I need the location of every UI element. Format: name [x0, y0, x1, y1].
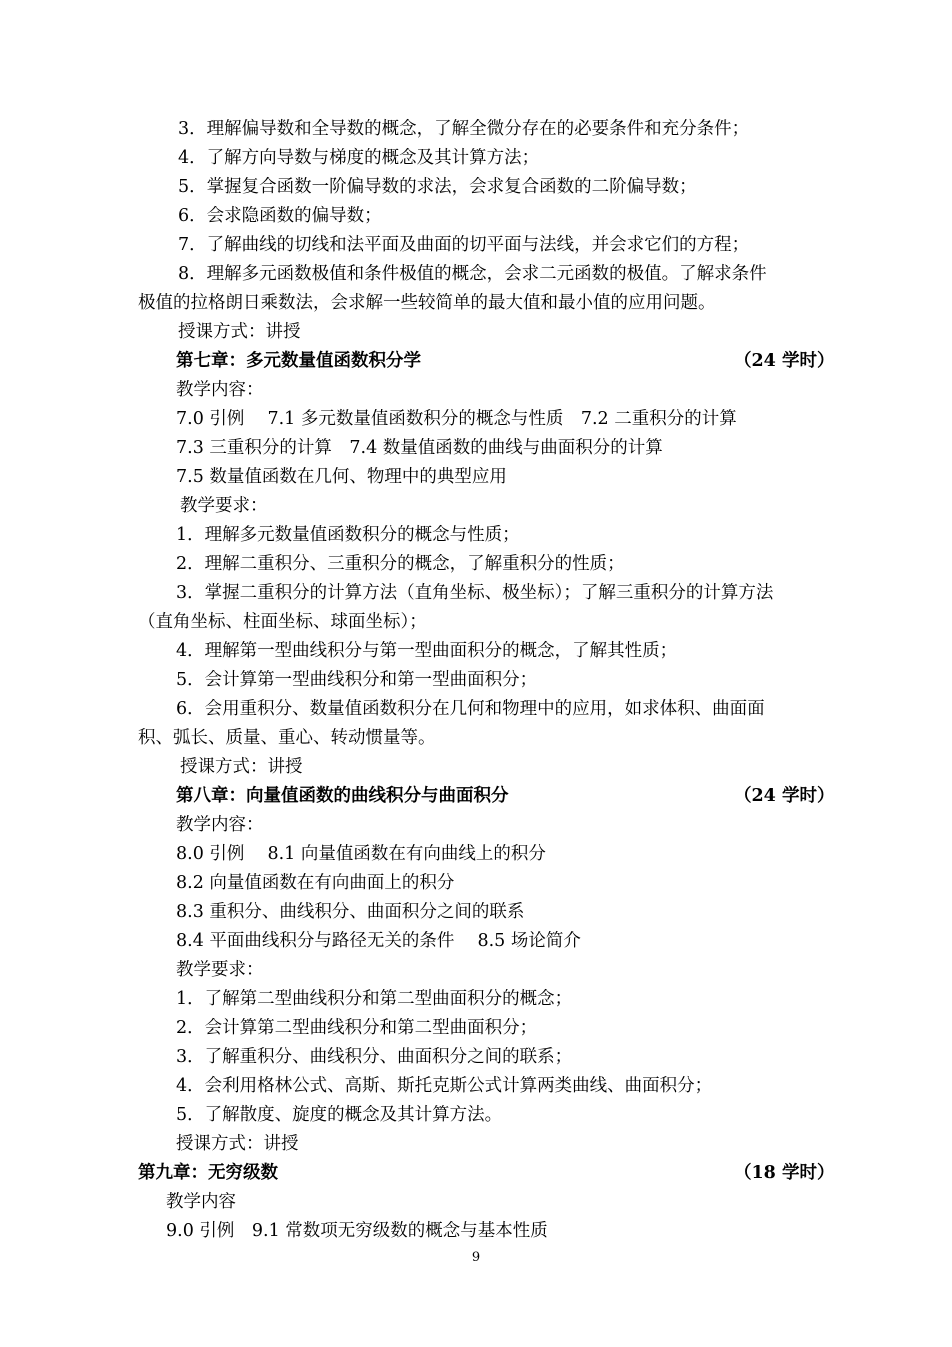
chapter7-hours: （24 学时） [734, 351, 835, 371]
teaching-method: 授课方式：讲授 [178, 322, 301, 342]
chapter7-content-item: 7.0 引例 7.1 多元数量值函数积分的概念与性质 7.2 二重积分的计算 [176, 409, 737, 429]
chapter8-content-item: 8.4 平面曲线积分与路径无关的条件 8.5 场论简介 [176, 931, 581, 951]
chapter7-requirements-label: 教学要求： [180, 496, 268, 516]
chapter9-hours: （18 学时） [734, 1163, 835, 1183]
requirement-item: 3．理解偏导数和全导数的概念，了解全微分存在的必要条件和充分条件； [178, 119, 750, 139]
chapter9-content-label: 教学内容 [166, 1192, 236, 1212]
chapter8-requirement: 2．会计算第二型曲线积分和第二型曲面积分； [176, 1018, 538, 1038]
chapter8-content-label: 教学内容： [176, 815, 264, 835]
requirement-item: 6．会求隐函数的偏导数； [178, 206, 382, 226]
page-number: 9 [471, 1250, 481, 1265]
requirement-item: 7．了解曲线的切线和法平面及曲面的切平面与法线，并会求它们的方程； [178, 235, 750, 255]
chapter8-requirement: 1．了解第二型曲线积分和第二型曲面积分的概念； [176, 989, 573, 1009]
chapter7-requirement: 2．理解二重积分、三重积分的概念，了解重积分的性质； [176, 554, 625, 574]
chapter7-title: 第七章：多元数量值函数积分学 [176, 351, 421, 371]
chapter7-requirement: 6．会用重积分、数量值函数积分在几何和物理中的应用，如求体积、曲面面 [176, 699, 765, 719]
requirement-item: 4．了解方向导数与梯度的概念及其计算方法； [178, 148, 540, 168]
chapter9-content-item: 9.0 引例 9.1 常数项无穷级数的概念与基本性质 [166, 1221, 548, 1241]
chapter8-title: 第八章：向量值函数的曲线积分与曲面积分 [176, 786, 509, 806]
requirement-item: 5．掌握复合函数一阶偏导数的求法，会求复合函数的二阶偏导数； [178, 177, 697, 197]
chapter7-requirement-continued: 积、弧长、质量、重心、转动惯量等。 [138, 728, 436, 748]
chapter8-requirement: 4．会利用格林公式、高斯、斯托克斯公式计算两类曲线、曲面积分； [176, 1076, 713, 1096]
chapter8-teaching-method: 授课方式：讲授 [176, 1134, 299, 1154]
chapter8-hours: （24 学时） [734, 786, 835, 806]
chapter7-requirement: 1．理解多元数量值函数积分的概念与性质； [176, 525, 520, 545]
chapter8-content-item: 8.3 重积分、曲线积分、曲面积分之间的联系 [176, 902, 525, 922]
requirement-item: 8．理解多元函数极值和条件极值的概念，会求二元函数的极值。了解求条件 [178, 264, 767, 284]
chapter7-content-label: 教学内容： [176, 380, 264, 400]
chapter8-requirements-label: 教学要求： [176, 960, 264, 980]
chapter7-requirement: 5．会计算第一型曲线积分和第一型曲面积分； [176, 670, 538, 690]
requirement-item-continued: 极值的拉格朗日乘数法，会求解一些较简单的最大值和最小值的应用问题。 [138, 293, 716, 313]
chapter9-title: 第九章：无穷级数 [138, 1163, 278, 1183]
chapter7-requirement-continued: （直角坐标、柱面坐标、球面坐标）； [138, 612, 427, 632]
chapter8-content-item: 8.0 引例 8.1 向量值函数在有向曲线上的积分 [176, 844, 546, 864]
chapter7-requirement: 4．理解第一型曲线积分与第一型曲面积分的概念，了解其性质； [176, 641, 678, 661]
chapter7-teaching-method: 授课方式：讲授 [180, 757, 303, 777]
chapter7-requirement: 3．掌握二重积分的计算方法（直角坐标、极坐标）；了解三重积分的计算方法 [176, 583, 774, 603]
chapter7-content-item: 7.5 数量值函数在几何、物理中的典型应用 [176, 467, 507, 487]
chapter7-content-item: 7.3 三重积分的计算 7.4 数量值函数的曲线与曲面积分的计算 [176, 438, 663, 458]
chapter8-content-item: 8.2 向量值函数在有向曲面上的积分 [176, 873, 455, 893]
chapter8-requirement: 5．了解散度、旋度的概念及其计算方法。 [176, 1105, 503, 1125]
chapter8-requirement: 3．了解重积分、曲线积分、曲面积分之间的联系； [176, 1047, 573, 1067]
